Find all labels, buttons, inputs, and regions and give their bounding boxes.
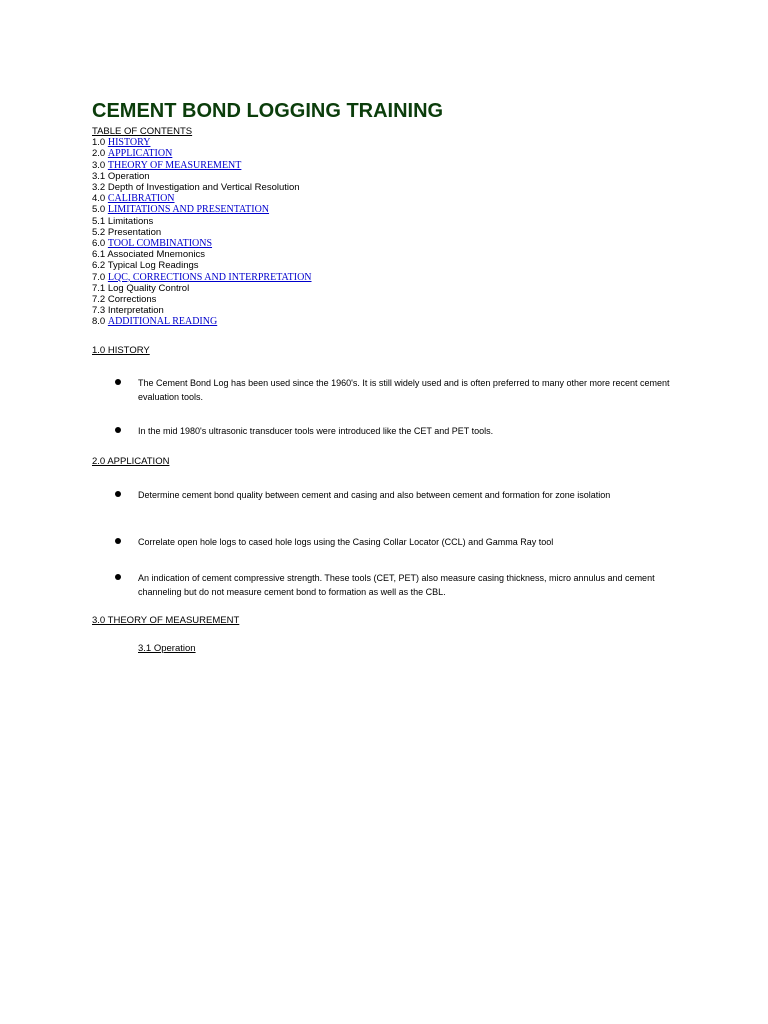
section-heading-theory: 3.0 THEORY OF MEASUREMENT bbox=[92, 615, 240, 626]
toc-item-number: 3.1 bbox=[92, 170, 106, 182]
toc-item-link[interactable]: APPLICATION bbox=[107, 148, 173, 160]
toc-item bbox=[92, 294, 312, 305]
bullet-icon bbox=[115, 379, 121, 385]
subsection-heading-operation: 3.1 Operation bbox=[138, 643, 196, 654]
bullet-text: Determine cement bond quality between cement and casing and also between cement and formation for zone isolation bbox=[138, 490, 611, 500]
toc-item-link[interactable]: HISTORY bbox=[107, 137, 151, 149]
toc-item bbox=[92, 171, 312, 182]
toc-item-link[interactable]: THEORY OF MEASUREMENT bbox=[107, 159, 242, 171]
toc-item bbox=[92, 283, 312, 294]
toc-item-number: 3.2 bbox=[92, 182, 106, 194]
bullet-icon bbox=[115, 574, 121, 580]
toc-item-label: Typical Log Readings bbox=[107, 260, 199, 272]
toc-item-label: Corrections bbox=[107, 294, 157, 306]
page-title: CEMENT BOND LOGGING TRAINING bbox=[92, 100, 444, 122]
toc-item bbox=[92, 260, 312, 271]
toc-item bbox=[92, 305, 312, 316]
toc-item-number: 5.1 bbox=[92, 215, 106, 227]
bullet-icon bbox=[115, 491, 121, 497]
bullet-text: In the mid 1980's ultrasonic transducer tools were introduced like the CET and PET tools. bbox=[138, 426, 494, 436]
toc-item[interactable] bbox=[92, 204, 312, 215]
toc-item-number: 6.0 bbox=[92, 238, 106, 250]
toc-item-number: 6.1 bbox=[92, 249, 106, 261]
toc-item-number: 5.2 bbox=[92, 226, 106, 238]
toc-item[interactable] bbox=[92, 193, 312, 204]
toc-item-number: 6.2 bbox=[92, 260, 106, 272]
toc-item bbox=[92, 216, 312, 227]
toc-item[interactable] bbox=[92, 272, 312, 283]
toc-item-number: 7.1 bbox=[92, 282, 106, 294]
toc-item-number: 5.0 bbox=[92, 204, 106, 216]
toc-item bbox=[92, 227, 312, 238]
section-heading-application: 2.0 APPLICATION bbox=[92, 456, 170, 467]
toc-item-link[interactable]: LIMITATIONS AND PRESENTATION bbox=[107, 204, 270, 216]
bullet-text: The Cement Bond Log has been used since the 1960's. It is still widely used and is often preferred to many other more recent cement evaluation tools. bbox=[138, 378, 670, 402]
toc-item-link[interactable]: TOOL COMBINATIONS bbox=[107, 238, 213, 250]
toc-item-link[interactable]: CALIBRATION bbox=[107, 193, 175, 205]
toc-item-label: Presentation bbox=[107, 226, 162, 238]
toc-item-number: 7.3 bbox=[92, 305, 106, 317]
bullet-icon bbox=[115, 538, 121, 544]
toc-item[interactable] bbox=[92, 137, 312, 148]
toc-item-label: Log Quality Control bbox=[107, 282, 190, 294]
toc-item-number: 7.0 bbox=[92, 271, 106, 283]
toc-item[interactable] bbox=[92, 148, 312, 159]
toc-item-number: 2.0 bbox=[92, 148, 106, 160]
toc-item[interactable] bbox=[92, 160, 312, 171]
toc-item-number: 7.2 bbox=[92, 294, 106, 306]
toc-item-label: Associated Mnemonics bbox=[107, 249, 206, 261]
toc-item-number: 8.0 bbox=[92, 316, 106, 328]
bullet-text: An indication of cement compressive strength. These tools (CET, PET) also measure casing thickness, micro annulus and cement channeling but do not measure cement bond to formation as well as the CBL. bbox=[138, 573, 655, 597]
toc-item bbox=[92, 182, 312, 193]
toc-item bbox=[92, 249, 312, 260]
toc-item-number: 3.0 bbox=[92, 159, 106, 171]
section-heading-history: 1.0 HISTORY bbox=[92, 345, 150, 356]
toc-item-label: Depth of Investigation and Vertical Resolution bbox=[107, 182, 300, 194]
bullet-icon bbox=[115, 427, 121, 433]
toc-item-number: 4.0 bbox=[92, 193, 106, 205]
toc-item[interactable] bbox=[92, 238, 312, 249]
bullet-text: Correlate open hole logs to cased hole logs using the Casing Collar Locator (CCL) and Gamma Ray tool bbox=[138, 537, 554, 547]
toc-item-number: 1.0 bbox=[92, 137, 106, 149]
table-of-contents bbox=[92, 126, 312, 328]
toc-item-link[interactable]: ADDITIONAL READING bbox=[107, 316, 218, 328]
toc-item[interactable] bbox=[92, 316, 312, 327]
toc-item-link[interactable]: LQC, CORRECTIONS AND INTERPRETATION bbox=[107, 271, 312, 283]
toc-list bbox=[92, 137, 312, 327]
toc-item-label: Operation bbox=[107, 170, 150, 182]
toc-item-label: Interpretation bbox=[107, 305, 164, 317]
toc-item-label: Limitations bbox=[107, 215, 154, 227]
toc-header: TABLE OF CONTENTS bbox=[92, 126, 193, 137]
